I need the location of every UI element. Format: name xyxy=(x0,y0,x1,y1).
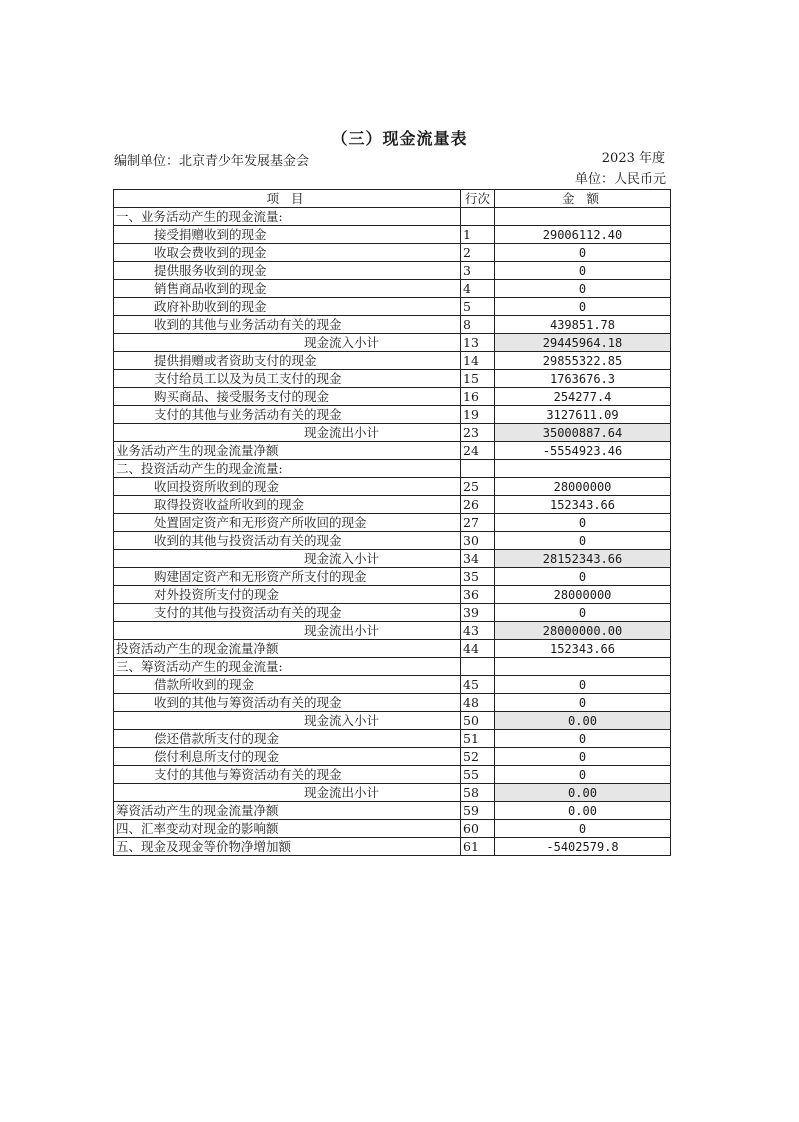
table-row xyxy=(114,370,671,388)
table-header-row xyxy=(114,190,671,208)
row-amount: 0.00 xyxy=(495,712,671,730)
row-amount: 0.00 xyxy=(495,802,671,820)
table-row xyxy=(114,802,671,820)
row-line-number: 23 xyxy=(461,424,495,442)
row-amount xyxy=(495,460,671,478)
table-row xyxy=(114,838,671,856)
row-item-label: 现金流出小计 xyxy=(114,784,461,802)
row-item-label: 现金流出小计 xyxy=(114,622,461,640)
row-line-number: 51 xyxy=(461,730,495,748)
row-item-label: 收取会费收到的现金 xyxy=(114,244,461,262)
row-line-number: 50 xyxy=(461,712,495,730)
row-item-label: 筹资活动产生的现金流量净额 xyxy=(114,802,461,820)
row-amount: 28000000.00 xyxy=(495,622,671,640)
table-row xyxy=(114,496,671,514)
row-line-number: 5 xyxy=(461,298,495,316)
row-line-number xyxy=(461,658,495,676)
row-amount: -5554923.46 xyxy=(495,442,671,460)
row-item-label: 支付的其他与筹资活动有关的现金 xyxy=(114,766,461,784)
table-row xyxy=(114,352,671,370)
column-header-amount: 金 额 xyxy=(495,190,671,208)
row-item-label: 现金流入小计 xyxy=(114,334,461,352)
row-line-number: 30 xyxy=(461,532,495,550)
table-row xyxy=(114,298,671,316)
row-item-label: 二、投资活动产生的现金流量: xyxy=(114,460,461,478)
table-row xyxy=(114,748,671,766)
row-amount: 28000000 xyxy=(495,478,671,496)
row-item-label: 支付的其他与投资活动有关的现金 xyxy=(114,604,461,622)
cash-flow-table xyxy=(113,189,671,856)
organization-label: 编制单位：北京青少年发展基金会 xyxy=(114,154,310,169)
row-item-label: 借款所收到的现金 xyxy=(114,676,461,694)
row-item-label: 收回投资所收到的现金 xyxy=(114,478,461,496)
table-row xyxy=(114,226,671,244)
row-amount: 254277.4 xyxy=(495,388,671,406)
row-item-label: 偿付利息所支付的现金 xyxy=(114,748,461,766)
row-line-number: 55 xyxy=(461,766,495,784)
table-row xyxy=(114,532,671,550)
row-amount: 0 xyxy=(495,568,671,586)
row-amount: 0 xyxy=(495,820,671,838)
row-line-number: 2 xyxy=(461,244,495,262)
row-line-number: 24 xyxy=(461,442,495,460)
row-line-number: 45 xyxy=(461,676,495,694)
row-amount: 0 xyxy=(495,514,671,532)
row-item-label: 收到的其他与业务活动有关的现金 xyxy=(114,316,461,334)
row-item-label: 现金流入小计 xyxy=(114,550,461,568)
row-item-label: 偿还借款所支付的现金 xyxy=(114,730,461,748)
row-line-number xyxy=(461,208,495,226)
table-row xyxy=(114,712,671,730)
table-row xyxy=(114,586,671,604)
table-row xyxy=(114,820,671,838)
row-line-number: 58 xyxy=(461,784,495,802)
row-amount: 3127611.09 xyxy=(495,406,671,424)
report-year: 2023 年度 xyxy=(601,151,665,166)
row-line-number: 8 xyxy=(461,316,495,334)
currency-unit: 单位：人民币元 xyxy=(574,172,666,187)
row-item-label: 政府补助收到的现金 xyxy=(114,298,461,316)
row-line-number: 25 xyxy=(461,478,495,496)
row-item-label: 购买商品、接受服务支付的现金 xyxy=(114,388,461,406)
table-row xyxy=(114,658,671,676)
row-amount: 35000887.64 xyxy=(495,424,671,442)
table-row xyxy=(114,514,671,532)
row-item-label: 业务活动产生的现金流量净额 xyxy=(114,442,461,460)
row-line-number: 27 xyxy=(461,514,495,532)
table-row xyxy=(114,460,671,478)
row-line-number: 19 xyxy=(461,406,495,424)
row-amount: 29006112.40 xyxy=(495,226,671,244)
table-row xyxy=(114,784,671,802)
table-row xyxy=(114,262,671,280)
row-amount: 439851.78 xyxy=(495,316,671,334)
row-amount xyxy=(495,658,671,676)
row-item-label: 五、现金及现金等价物净增加额 xyxy=(114,838,461,856)
row-line-number: 59 xyxy=(461,802,495,820)
row-amount: 0 xyxy=(495,604,671,622)
row-amount: 29445964.18 xyxy=(495,334,671,352)
row-item-label: 四、汇率变动对现金的影响额 xyxy=(114,820,461,838)
table-row xyxy=(114,208,671,226)
table-row xyxy=(114,478,671,496)
table-row xyxy=(114,334,671,352)
table-row xyxy=(114,424,671,442)
table-row xyxy=(114,604,671,622)
row-amount: 0 xyxy=(495,298,671,316)
row-amount: 28000000 xyxy=(495,586,671,604)
row-line-number: 36 xyxy=(461,586,495,604)
row-amount: 0 xyxy=(495,766,671,784)
table-row xyxy=(114,406,671,424)
table-row xyxy=(114,280,671,298)
table-row xyxy=(114,766,671,784)
row-line-number: 26 xyxy=(461,496,495,514)
row-item-label: 取得投资收益所收到的现金 xyxy=(114,496,461,514)
row-amount: 0 xyxy=(495,262,671,280)
row-item-label: 一、业务活动产生的现金流量: xyxy=(114,208,461,226)
row-line-number: 48 xyxy=(461,694,495,712)
table-row xyxy=(114,676,671,694)
table-row xyxy=(114,244,671,262)
row-amount: 0.00 xyxy=(495,784,671,802)
table-row xyxy=(114,622,671,640)
table-row xyxy=(114,388,671,406)
page-title: （三）现金流量表 xyxy=(331,129,468,148)
row-amount xyxy=(495,208,671,226)
table-row xyxy=(114,316,671,334)
row-line-number: 52 xyxy=(461,748,495,766)
row-line-number xyxy=(461,460,495,478)
row-amount: 0 xyxy=(495,748,671,766)
row-item-label: 支付的其他与业务活动有关的现金 xyxy=(114,406,461,424)
row-item-label: 支付给员工以及为员工支付的现金 xyxy=(114,370,461,388)
row-line-number: 43 xyxy=(461,622,495,640)
row-item-label: 处置固定资产和无形资产所收回的现金 xyxy=(114,514,461,532)
column-header-item: 项 目 xyxy=(114,190,461,208)
row-amount: 0 xyxy=(495,244,671,262)
table-row xyxy=(114,730,671,748)
row-amount: 0 xyxy=(495,280,671,298)
row-line-number: 39 xyxy=(461,604,495,622)
table-row xyxy=(114,550,671,568)
row-item-label: 收到的其他与筹资活动有关的现金 xyxy=(114,694,461,712)
row-item-label: 购建固定资产和无形资产所支付的现金 xyxy=(114,568,461,586)
row-item-label: 接受捐赠收到的现金 xyxy=(114,226,461,244)
row-line-number: 13 xyxy=(461,334,495,352)
row-amount: 152343.66 xyxy=(495,640,671,658)
row-line-number: 60 xyxy=(461,820,495,838)
table-row xyxy=(114,640,671,658)
row-amount: 0 xyxy=(495,730,671,748)
row-line-number: 4 xyxy=(461,280,495,298)
row-amount: 28152343.66 xyxy=(495,550,671,568)
row-amount: 152343.66 xyxy=(495,496,671,514)
row-line-number: 34 xyxy=(461,550,495,568)
row-item-label: 销售商品收到的现金 xyxy=(114,280,461,298)
row-item-label: 收到的其他与投资活动有关的现金 xyxy=(114,532,461,550)
row-amount: 29855322.85 xyxy=(495,352,671,370)
row-amount: 1763676.3 xyxy=(495,370,671,388)
row-item-label: 提供捐赠或者资助支付的现金 xyxy=(114,352,461,370)
row-line-number: 14 xyxy=(461,352,495,370)
row-line-number: 61 xyxy=(461,838,495,856)
row-amount: 0 xyxy=(495,676,671,694)
row-item-label: 提供服务收到的现金 xyxy=(114,262,461,280)
row-item-label: 现金流出小计 xyxy=(114,424,461,442)
row-item-label: 对外投资所支付的现金 xyxy=(114,586,461,604)
row-amount: -5402579.8 xyxy=(495,838,671,856)
table-row xyxy=(114,694,671,712)
row-line-number: 44 xyxy=(461,640,495,658)
table-row xyxy=(114,568,671,586)
row-line-number: 1 xyxy=(461,226,495,244)
row-line-number: 3 xyxy=(461,262,495,280)
row-amount: 0 xyxy=(495,694,671,712)
row-item-label: 现金流入小计 xyxy=(114,712,461,730)
row-item-label: 三、筹资活动产生的现金流量: xyxy=(114,658,461,676)
row-line-number: 16 xyxy=(461,388,495,406)
table-row xyxy=(114,442,671,460)
row-amount: 0 xyxy=(495,532,671,550)
row-item-label: 投资活动产生的现金流量净额 xyxy=(114,640,461,658)
row-line-number: 35 xyxy=(461,568,495,586)
column-header-line: 行次 xyxy=(461,190,495,208)
row-line-number: 15 xyxy=(461,370,495,388)
